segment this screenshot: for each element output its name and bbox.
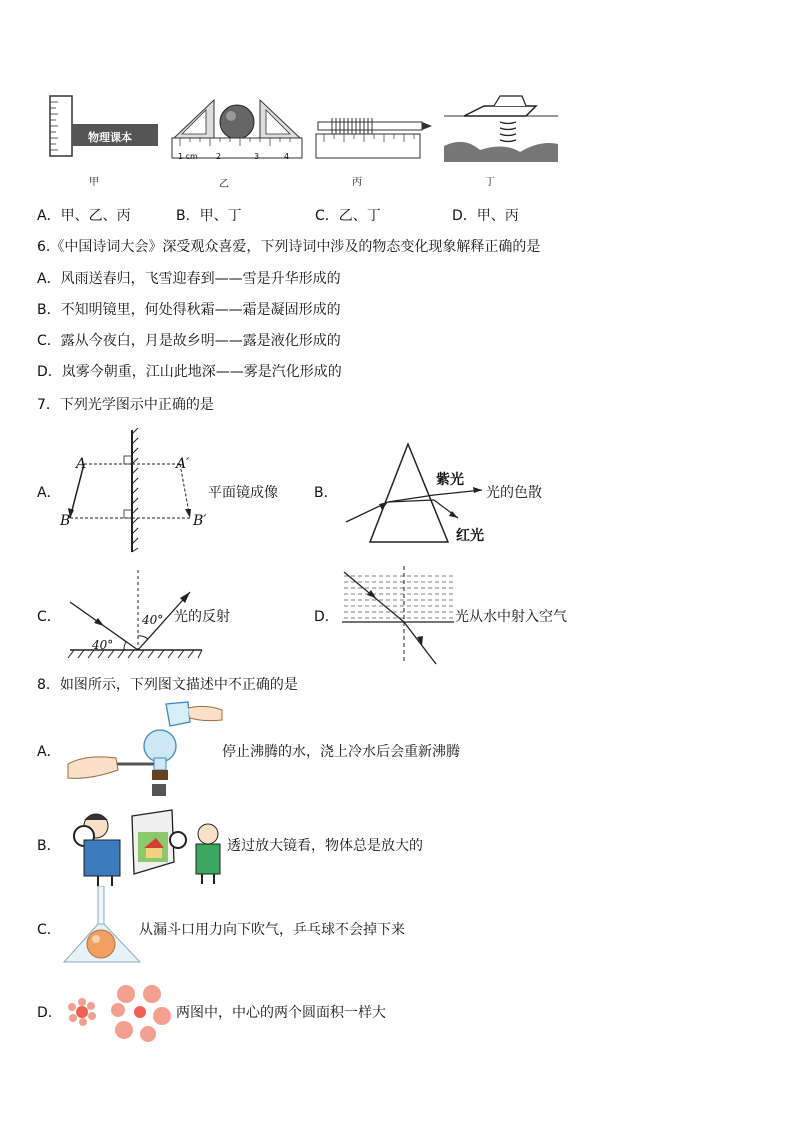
label-red-light: 红光 (456, 528, 484, 544)
q5-option-c: C．乙、丁 (315, 208, 381, 224)
fig-label-jia: 甲 (89, 177, 99, 188)
q8-d-text: 两图中，中心的两个圆面积一样大 (176, 1005, 386, 1021)
label-B-prime: B′ (193, 513, 207, 529)
q8-c-letter: C． (37, 922, 61, 938)
q8-a-illustration (66, 700, 226, 802)
book-title: 物理课本 (88, 131, 132, 144)
label-purple-light: 紫光 (436, 472, 464, 488)
ruler-label-3: 3 (254, 152, 260, 161)
q5-option-a: A．甲、乙、丙 (37, 208, 131, 224)
q8-b-letter: B． (37, 838, 61, 854)
fig-label-yi: 乙 (219, 179, 229, 190)
ruler-label-2: 2 (216, 152, 222, 161)
q8-a-text: 停止沸腾的水，浇上冷水后会重新沸腾 (222, 744, 460, 760)
label-angle-reflect: 40° (142, 613, 164, 627)
ruler-label-1: 1 cm (178, 152, 198, 161)
q7-b-caption: 光的色散 (486, 485, 542, 501)
fig-label-bing: 丙 (352, 177, 362, 188)
q7-a-letter: A． (37, 485, 61, 501)
q8-c-illustration (62, 886, 142, 970)
q7-c-caption: 光的反射 (174, 609, 230, 625)
q7-stem: 7．下列光学图示中正确的是 (37, 397, 214, 413)
fig-label-ding: 丁 (485, 177, 495, 188)
q8-b-text: 透过放大镜看，物体总是放大的 (227, 838, 423, 854)
q7-c-letter: C． (37, 609, 61, 625)
q6-option-a: A．风雨送春归，飞雪迎春到——雪是升华形成的 (37, 271, 341, 287)
q7-d-letter: D． (314, 609, 339, 625)
q7-a-caption: 平面镜成像 (208, 485, 278, 501)
q7-b-letter: B． (314, 485, 338, 501)
q8-d-illustration (62, 980, 174, 1042)
label-A: A (76, 456, 87, 472)
q7-d-diagram (342, 566, 458, 666)
q8-b-illustration (64, 806, 230, 886)
q6-option-c: C．露从今夜白，月是故乡明——露是液化形成的 (37, 333, 341, 349)
q5-option-d: D．甲、丙 (452, 208, 519, 224)
figure-bing (314, 112, 434, 162)
q8-c-text: 从漏斗口用力向下吹气，乒乓球不会掉下来 (139, 922, 405, 938)
q6-option-d: D．岚雾今朝重，江山此地深——雾是汽化形成的 (37, 364, 342, 380)
q6-option-b: B．不知明镜里，何处得秋霜——霜是凝固形成的 (37, 302, 341, 318)
q6-stem: 6.《中国诗词大会》深受观众喜爱，下列诗词中涉及的物态变化现象解释正确的是 (37, 239, 541, 255)
q5-option-b: B．甲、丁 (176, 208, 242, 224)
q8-a-letter: A． (37, 744, 61, 760)
label-angle-incident: 40° (92, 638, 114, 652)
figure-jia (44, 92, 164, 162)
label-A-prime: A′ (176, 456, 190, 472)
q7-d-caption: 光从水中射入空气 (455, 609, 567, 625)
q7-a-diagram (58, 428, 218, 554)
label-B: B (60, 513, 71, 529)
q8-d-letter: D． (37, 1005, 62, 1021)
ruler-label-4: 4 (284, 152, 290, 161)
q8-stem: 8．如图所示，下列图文描述中不正确的是 (37, 677, 298, 693)
figure-ding (444, 90, 558, 162)
